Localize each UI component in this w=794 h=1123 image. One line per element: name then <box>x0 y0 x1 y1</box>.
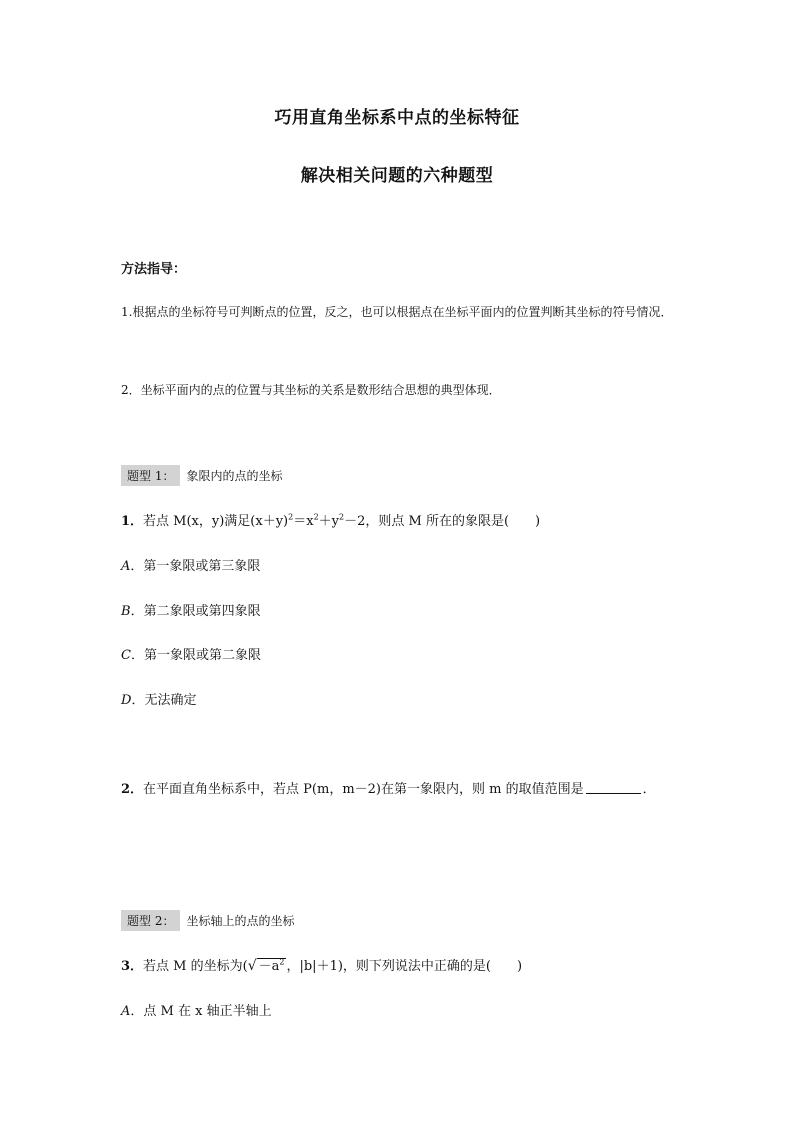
answer-blank[interactable] <box>586 781 641 794</box>
question-1-sup-1: 2 <box>288 512 294 522</box>
question-1-number: 1． <box>121 514 144 529</box>
radicand-text: －a <box>258 959 280 974</box>
radicand-sup: 2 <box>279 957 285 967</box>
radical-sign: √ <box>247 958 257 974</box>
question-1-text-b: ＝x <box>293 514 314 529</box>
option-text: ．第二象限或第四象限 <box>130 604 261 619</box>
question-2-number: 2． <box>121 782 144 797</box>
question-1-text-a: 若点 M(x，y)满足(x＋y) <box>143 514 289 529</box>
question-type-1-banner <box>121 465 282 486</box>
radicand <box>257 958 287 974</box>
option-text: ．第一象限或第三象限 <box>130 559 261 574</box>
title-line-2: 解决相关问题的六种题型 <box>300 166 494 186</box>
question-type-2-label: 坐标轴上的点的坐标 <box>186 914 295 928</box>
question-1-option-b <box>121 600 261 619</box>
option-letter: D <box>121 693 132 708</box>
method-paragraph-2: 2．坐标平面内的点的位置与其坐标的关系是数形结合思想的典型体现． <box>121 383 501 397</box>
question-2-end: ． <box>642 782 656 797</box>
option-text: ．点 M 在 x 轴正半轴上 <box>130 1004 272 1019</box>
question-3-text-a: 若点 M 的坐标为( <box>143 959 248 974</box>
option-text: ．第一象限或第二象限 <box>130 648 261 663</box>
question-3 <box>121 955 522 974</box>
question-3-option-a <box>121 1000 272 1019</box>
question-2-text: 在平面直角坐标系中，若点 P(m，m－2)在第一象限内，则 m 的取值范围是 <box>143 782 584 797</box>
method-heading: 方法指导： <box>121 262 187 277</box>
question-3-number: 3． <box>121 959 144 974</box>
option-text: ．无法确定 <box>131 693 197 708</box>
question-1-option-a <box>121 555 260 574</box>
option-letter: A <box>121 559 131 574</box>
question-type-2-banner <box>121 910 294 931</box>
question-1-text-d: －2，则点 M 所在的象限是( ) <box>344 514 541 529</box>
title-line-1: 巧用直角坐标系中点的坐标特征 <box>274 108 520 128</box>
question-1-sup-3: 2 <box>339 512 345 522</box>
question-2 <box>121 778 656 797</box>
question-type-1-tag: 题型 1： <box>121 465 180 486</box>
square-root-expression <box>248 955 287 974</box>
question-1 <box>121 510 540 529</box>
option-letter: B <box>121 604 131 619</box>
question-type-1-label: 象限内的点的坐标 <box>186 469 283 483</box>
question-type-2-tag: 题型 2： <box>121 910 180 931</box>
question-3-text-b: ，|b|＋1)，则下列说法中正确的是( ) <box>286 959 523 974</box>
question-1-sup-2: 2 <box>313 512 319 522</box>
option-letter: C <box>121 648 131 663</box>
option-letter: A <box>121 1004 131 1019</box>
question-1-option-d <box>121 689 196 708</box>
method-paragraph-1: 1.根据点的坐标符号可判断点的位置，反之，也可以根据点在坐标平面内的位置判断其坐标的符号情况． <box>121 305 673 319</box>
question-1-option-c <box>121 644 261 663</box>
question-1-text-c: ＋y <box>318 514 340 529</box>
